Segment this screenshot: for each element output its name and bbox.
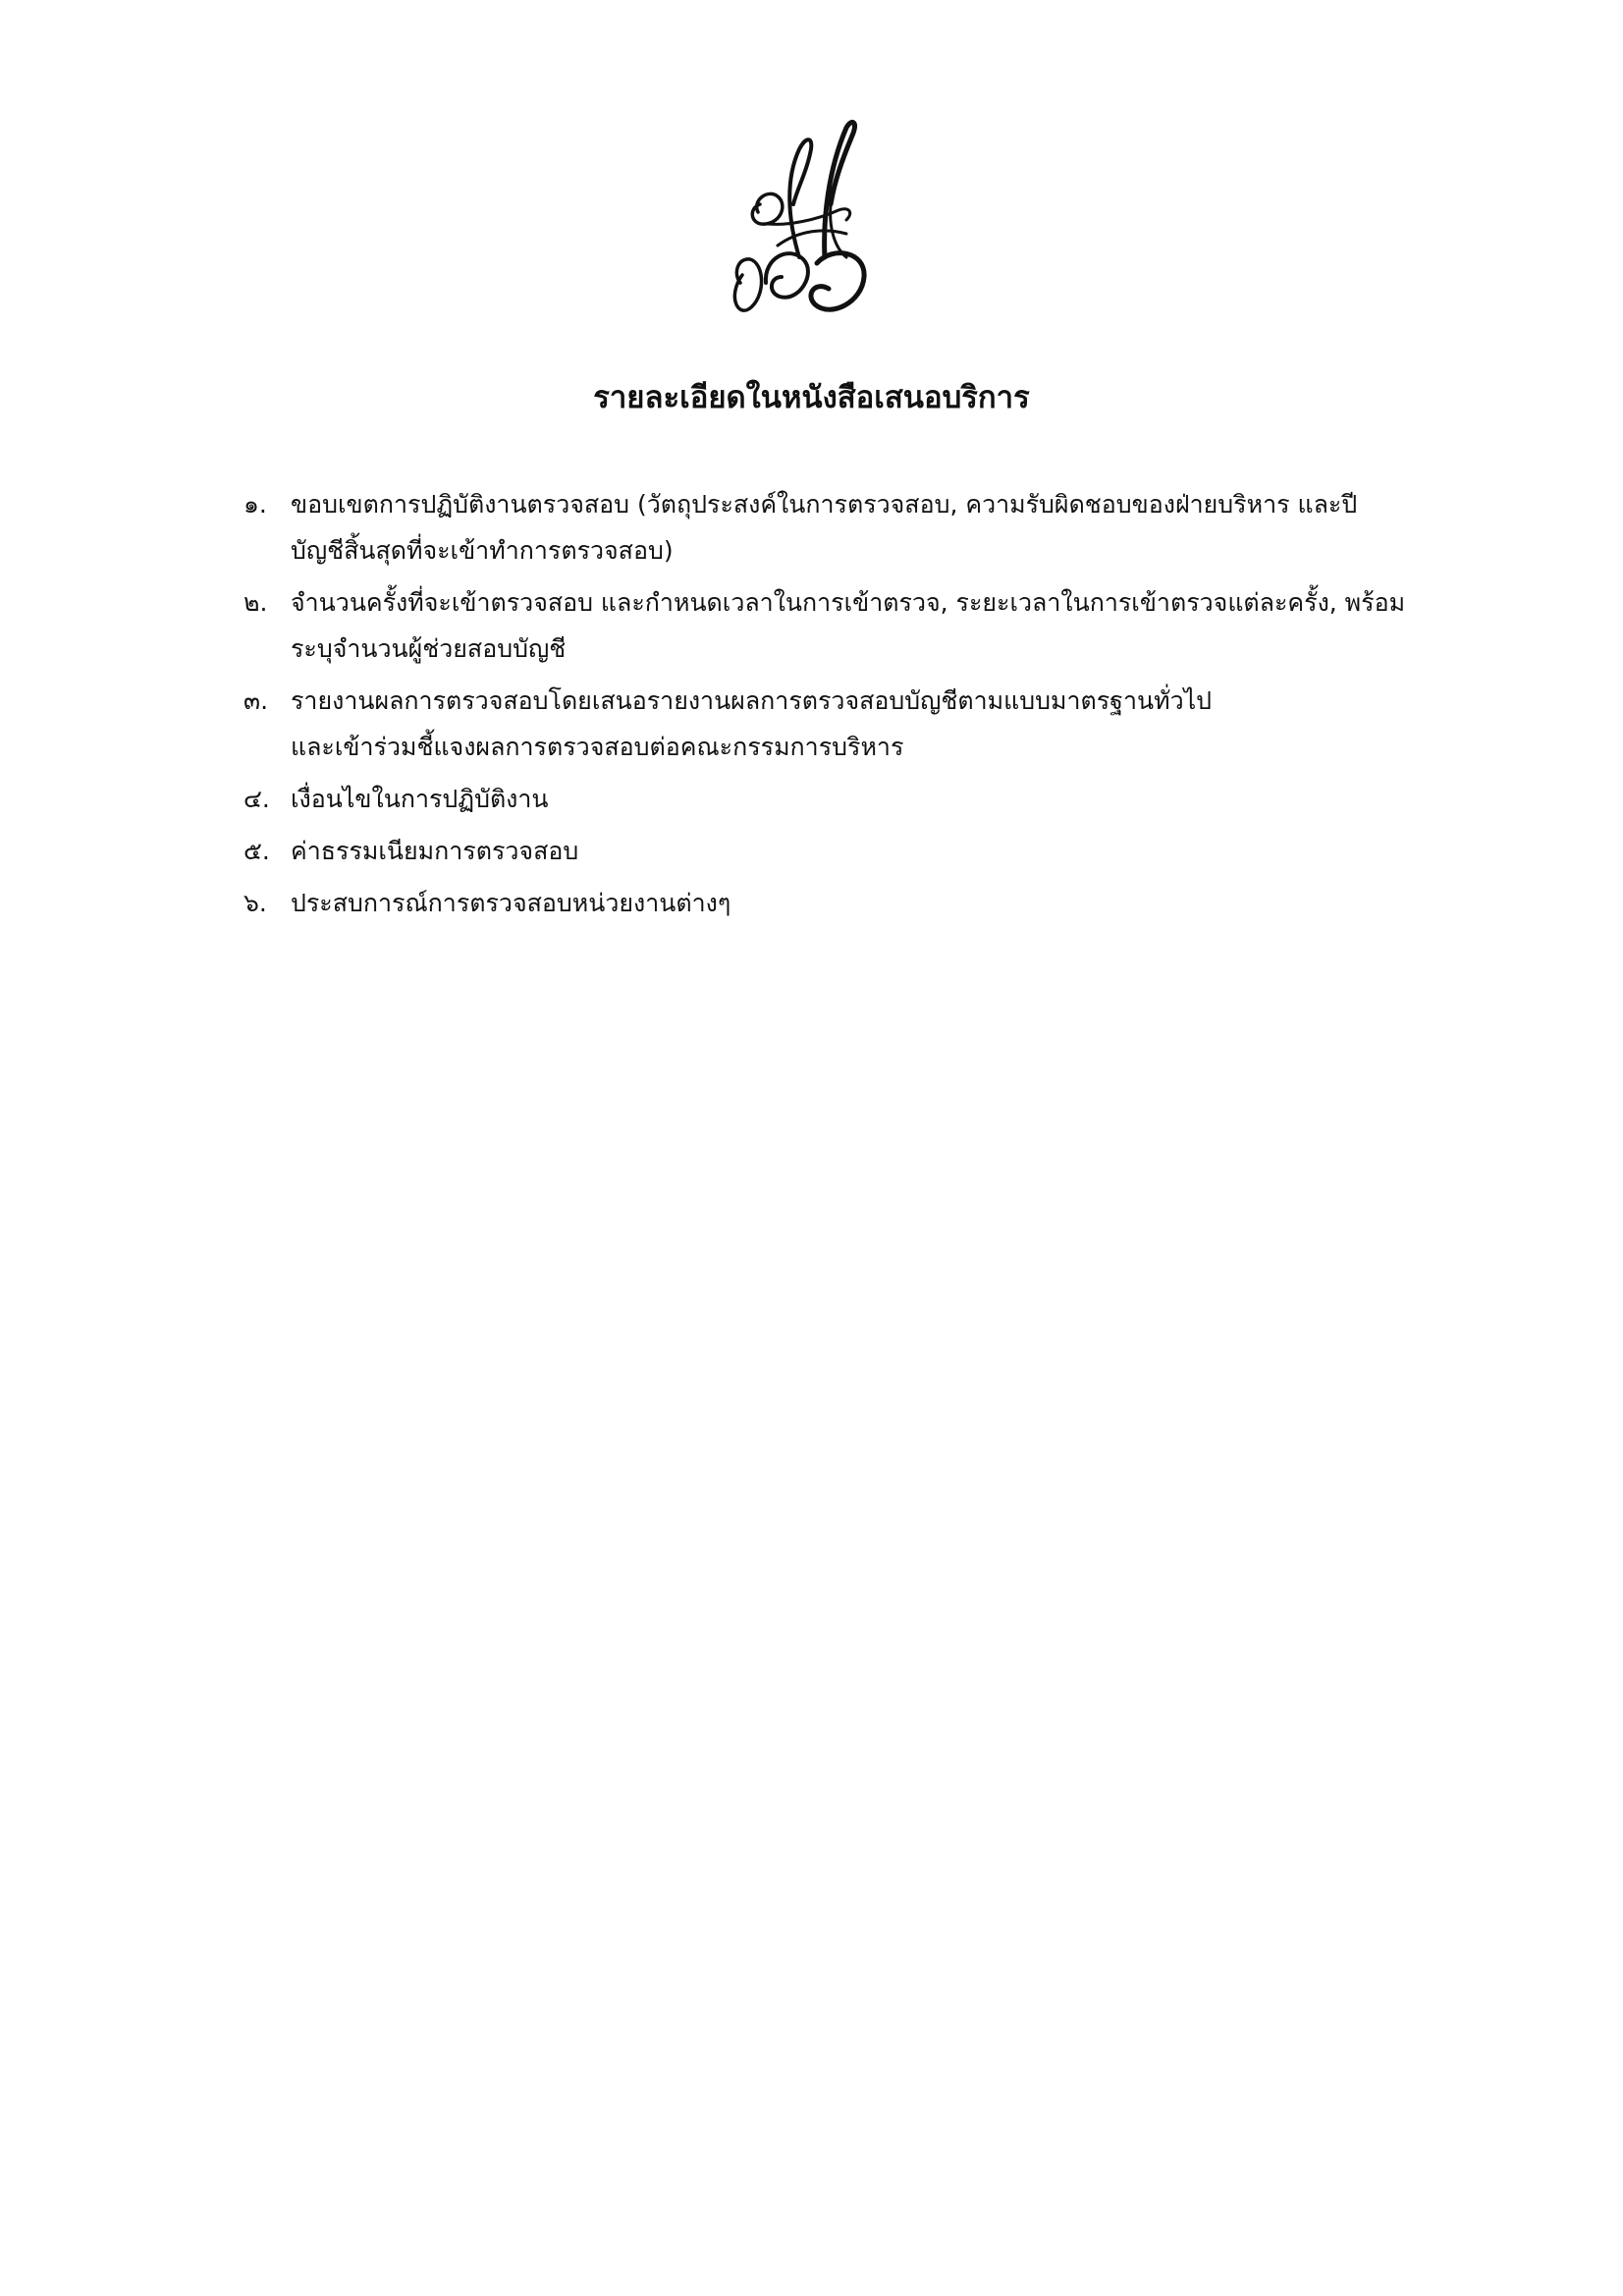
- list-item-text: [291, 678, 1490, 770]
- list-item-line: ระบุจำนวนผู้ช่วยสอบบัญชี: [291, 634, 567, 663]
- document-title: รายละเอียดในหนังสือเสนอบริการ: [593, 380, 1030, 415]
- list-item-line: และเข้าร่วมชี้แจงผลการตรวจสอบต่อคณะกรรมการบริหาร: [291, 733, 904, 761]
- list-item: [243, 481, 1490, 574]
- list-item: [243, 678, 1490, 770]
- list-item-number: ๓.: [243, 686, 269, 715]
- list-item-text: [291, 828, 1490, 874]
- list-item-line: รายงานผลการตรวจสอบโดยเสนอรายงานผลการตรวจสอบบัญชีตามแบบมาตรฐานทั่วไป: [291, 686, 1213, 715]
- list-item-number: ๑.: [243, 490, 267, 519]
- list-item: [243, 579, 1490, 672]
- list-item-text: [291, 579, 1490, 672]
- list-item-number: ๔.: [243, 785, 270, 813]
- list-item-line: เงื่อนไขในการปฏิบัติงาน: [291, 785, 549, 813]
- list-item-line: ค่าธรรมเนียมการตรวจสอบ: [291, 837, 579, 865]
- list-item-number: ๖.: [243, 889, 267, 917]
- list-item: [243, 828, 1490, 874]
- list-item-number: ๒.: [243, 588, 268, 617]
- list-item: [243, 880, 1490, 926]
- list-item-text: [291, 481, 1490, 574]
- list-item: [243, 776, 1490, 822]
- list-item-line: ประสบการณ์การตรวจสอบหน่วยงานต่างๆ: [291, 889, 731, 917]
- royal-cipher-icon: [709, 110, 886, 321]
- list-item-line: จำนวนครั้งที่จะเข้าตรวจสอบ และกำหนดเวลาในการเข้าตรวจ, ระยะเวลาในการเข้าตรวจแต่ละครั้ง, พร้อม: [291, 588, 1406, 617]
- list-item-text: [291, 776, 1490, 822]
- list-item-number: ๕.: [243, 837, 270, 865]
- service-details-list: [243, 481, 1490, 932]
- list-item-line: ขอบเขตการปฏิบัติงานตรวจสอบ (วัตถุประสงค์ในการตรวจสอบ, ความรับผิดชอบของฝ่ายบริหาร และปี: [291, 490, 1358, 519]
- list-item-text: [291, 880, 1490, 926]
- list-item-line: บัญชีสิ้นสุดที่จะเข้าทำการตรวจสอบ): [291, 536, 674, 565]
